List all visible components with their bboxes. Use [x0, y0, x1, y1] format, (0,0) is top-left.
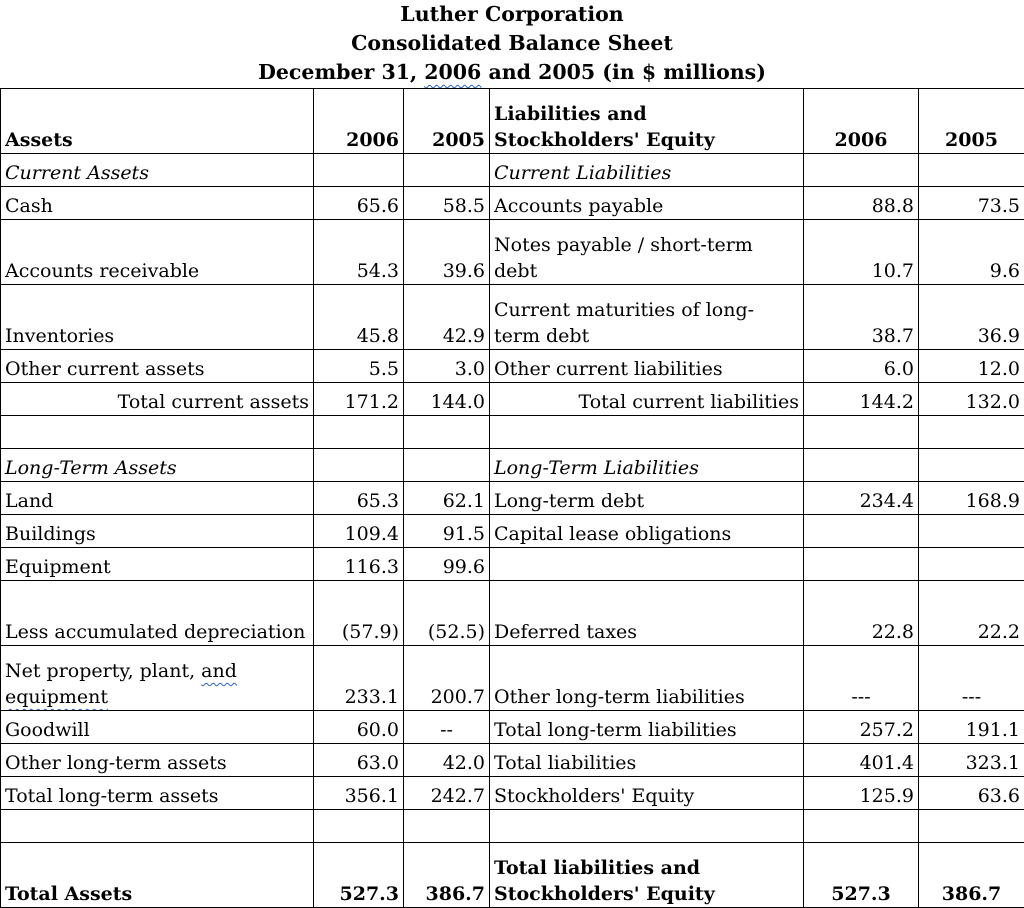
- current-maturities-label: Current maturities of long-term debt: [490, 285, 804, 350]
- empty-cell: [804, 548, 919, 581]
- table-row: [1, 350, 1024, 383]
- other-current-liabilities-2006: 6.0: [804, 350, 919, 383]
- capital-lease-label: Capital lease obligations: [490, 515, 804, 548]
- total-assets-2005: 386.7: [404, 843, 490, 908]
- empty-cell: [919, 416, 1024, 449]
- long-term-liabilities-section: Long-Term Liabilities: [490, 449, 804, 482]
- buildings-2006: 109.4: [314, 515, 404, 548]
- other-lt-assets-label: Other long-term assets: [1, 744, 314, 777]
- stockholders-equity-2006: 125.9: [804, 777, 919, 810]
- equipment-2005: 99.6: [404, 548, 490, 581]
- empty-cell: [919, 449, 1024, 482]
- empty-cell: [314, 810, 404, 843]
- other-lt-assets-2006: 63.0: [314, 744, 404, 777]
- total-current-assets-label: Total current assets: [1, 383, 314, 416]
- accounts-payable-2005: 73.5: [919, 187, 1024, 220]
- deferred-taxes-2006: 22.8: [804, 581, 919, 646]
- total-liabilities-label: Total liabilities: [490, 744, 804, 777]
- net-ppe-label-end: equipment: [5, 686, 108, 708]
- empty-cell: [919, 810, 1024, 843]
- liabilities-year-2006-header: 2006: [804, 89, 919, 154]
- other-lt-liabilities-2006: ---: [804, 646, 919, 711]
- total-le-line1: Total liabilities and: [494, 855, 799, 881]
- total-liabilities-equity-2005: 386.7: [919, 843, 1024, 908]
- liabilities-equity-header: [490, 89, 804, 154]
- goodwill-label: Goodwill: [1, 711, 314, 744]
- inventories-label: Inventories: [1, 285, 314, 350]
- empty-cell: [804, 416, 919, 449]
- table-row: [1, 220, 1024, 285]
- total-current-assets-2006: 171.2: [314, 383, 404, 416]
- table-row: [1, 449, 1024, 482]
- total-liabilities-equity-label: [490, 843, 804, 908]
- empty-cell: [919, 515, 1024, 548]
- liabilities-header-line1: Liabilities and: [494, 101, 799, 127]
- empty-cell: [490, 810, 804, 843]
- table-row: [1, 187, 1024, 220]
- other-current-assets-2006: 5.5: [314, 350, 404, 383]
- table-row: [1, 285, 1024, 350]
- accounts-receivable-2006: 54.3: [314, 220, 404, 285]
- table-header-row: [1, 89, 1024, 154]
- empty-cell: [490, 548, 804, 581]
- current-assets-section: Current Assets: [1, 154, 314, 187]
- empty-cell: [804, 154, 919, 187]
- spacer-row: [1, 810, 1024, 843]
- spacer-row: [1, 416, 1024, 449]
- net-ppe-2005: 200.7: [404, 646, 490, 711]
- cash-label: Cash: [1, 187, 314, 220]
- equipment-label: Equipment: [1, 548, 314, 581]
- table-row: [1, 482, 1024, 515]
- total-lt-liabilities-2005: 191.1: [919, 711, 1024, 744]
- total-liabilities-equity-2006: 527.3: [804, 843, 919, 908]
- accumulated-depreciation-2006: (57.9): [314, 581, 404, 646]
- accounts-receivable-label: Accounts receivable: [1, 220, 314, 285]
- total-lt-liabilities-label: Total long-term liabilities: [490, 711, 804, 744]
- total-liabilities-2006: 401.4: [804, 744, 919, 777]
- other-lt-liabilities-2005: ---: [919, 646, 1024, 711]
- net-ppe-label-start: Net property, plant,: [5, 660, 201, 682]
- land-2006: 65.3: [314, 482, 404, 515]
- empty-cell: [919, 548, 1024, 581]
- date-year-spellcheck: 2006: [424, 60, 481, 84]
- empty-cell: [804, 515, 919, 548]
- long-term-assets-section: Long-Term Assets: [1, 449, 314, 482]
- empty-cell: [404, 810, 490, 843]
- empty-cell: [404, 449, 490, 482]
- other-current-liabilities-label: Other current liabilities: [490, 350, 804, 383]
- empty-cell: [1, 810, 314, 843]
- notes-payable-2005: 9.6: [919, 220, 1024, 285]
- buildings-label: Buildings: [1, 515, 314, 548]
- assets-header: Assets: [1, 89, 314, 154]
- total-liabilities-2005: 323.1: [919, 744, 1024, 777]
- inventories-2006: 45.8: [314, 285, 404, 350]
- empty-cell: [490, 416, 804, 449]
- other-current-assets-2005: 3.0: [404, 350, 490, 383]
- buildings-2005: 91.5: [404, 515, 490, 548]
- total-current-assets-2005: 144.0: [404, 383, 490, 416]
- accounts-payable-label: Accounts payable: [490, 187, 804, 220]
- other-lt-liabilities-label: Other long-term liabilities: [490, 646, 804, 711]
- table-row: [1, 711, 1024, 744]
- long-term-debt-label: Long-term debt: [490, 482, 804, 515]
- net-ppe-2006: 233.1: [314, 646, 404, 711]
- stockholders-equity-label: Stockholders' Equity: [490, 777, 804, 810]
- date-suffix: and 2005 (in $ millions): [481, 60, 766, 84]
- assets-year-2006-header: 2006: [314, 89, 404, 154]
- net-ppe-label: [1, 646, 314, 711]
- empty-cell: [1, 416, 314, 449]
- current-maturities-2005: 36.9: [919, 285, 1024, 350]
- assets-year-2005-header: 2005: [404, 89, 490, 154]
- table-row: [1, 777, 1024, 810]
- empty-cell: [314, 449, 404, 482]
- equipment-2006: 116.3: [314, 548, 404, 581]
- total-lt-assets-label: Total long-term assets: [1, 777, 314, 810]
- balance-sheet-table: [0, 88, 1024, 908]
- accounts-payable-2006: 88.8: [804, 187, 919, 220]
- total-current-liabilities-label: Total current liabilities: [490, 383, 804, 416]
- total-lt-assets-2006: 356.1: [314, 777, 404, 810]
- goodwill-2006: 60.0: [314, 711, 404, 744]
- empty-cell: [314, 416, 404, 449]
- empty-cell: [804, 810, 919, 843]
- current-maturities-2006: 38.7: [804, 285, 919, 350]
- totals-row: [1, 843, 1024, 908]
- empty-cell: [404, 416, 490, 449]
- cash-2005: 58.5: [404, 187, 490, 220]
- table-row: [1, 581, 1024, 646]
- liabilities-year-2005-header: 2005: [919, 89, 1024, 154]
- deferred-taxes-label: Deferred taxes: [490, 581, 804, 646]
- accumulated-depreciation-2005: (52.5): [404, 581, 490, 646]
- statement-date: [0, 58, 1024, 87]
- empty-cell: [314, 154, 404, 187]
- long-term-debt-2006: 234.4: [804, 482, 919, 515]
- table-row: [1, 548, 1024, 581]
- empty-cell: [919, 154, 1024, 187]
- total-current-liabilities-2005: 132.0: [919, 383, 1024, 416]
- notes-payable-label: Notes payable / short-term debt: [490, 220, 804, 285]
- table-row: [1, 646, 1024, 711]
- table-row: [1, 383, 1024, 416]
- total-assets-label: Total Assets: [1, 843, 314, 908]
- liabilities-header-line2: Stockholders' Equity: [494, 127, 799, 153]
- table-row: [1, 154, 1024, 187]
- goodwill-2005: --: [404, 711, 490, 744]
- statement-title: Consolidated Balance Sheet: [0, 29, 1024, 58]
- deferred-taxes-2005: 22.2: [919, 581, 1024, 646]
- current-liabilities-section: Current Liabilities: [490, 154, 804, 187]
- notes-payable-2006: 10.7: [804, 220, 919, 285]
- empty-cell: [404, 154, 490, 187]
- other-lt-assets-2005: 42.0: [404, 744, 490, 777]
- land-label: Land: [1, 482, 314, 515]
- stockholders-equity-2005: 63.6: [919, 777, 1024, 810]
- report-header: [0, 0, 1024, 87]
- other-current-liabilities-2005: 12.0: [919, 350, 1024, 383]
- date-prefix: December 31,: [258, 60, 424, 84]
- accounts-receivable-2005: 39.6: [404, 220, 490, 285]
- inventories-2005: 42.9: [404, 285, 490, 350]
- table-row: [1, 744, 1024, 777]
- accumulated-depreciation-label: Less accumulated depreciation: [1, 581, 314, 646]
- total-current-liabilities-2006: 144.2: [804, 383, 919, 416]
- net-ppe-and-grammar: and: [201, 660, 237, 682]
- total-lt-assets-2005: 242.7: [404, 777, 490, 810]
- cash-2006: 65.6: [314, 187, 404, 220]
- company-name: Luther Corporation: [0, 0, 1024, 29]
- other-current-assets-label: Other current assets: [1, 350, 314, 383]
- long-term-debt-2005: 168.9: [919, 482, 1024, 515]
- table-row: [1, 515, 1024, 548]
- total-le-line2: Stockholders' Equity: [494, 881, 799, 907]
- land-2005: 62.1: [404, 482, 490, 515]
- empty-cell: [804, 449, 919, 482]
- total-lt-liabilities-2006: 257.2: [804, 711, 919, 744]
- total-assets-2006: 527.3: [314, 843, 404, 908]
